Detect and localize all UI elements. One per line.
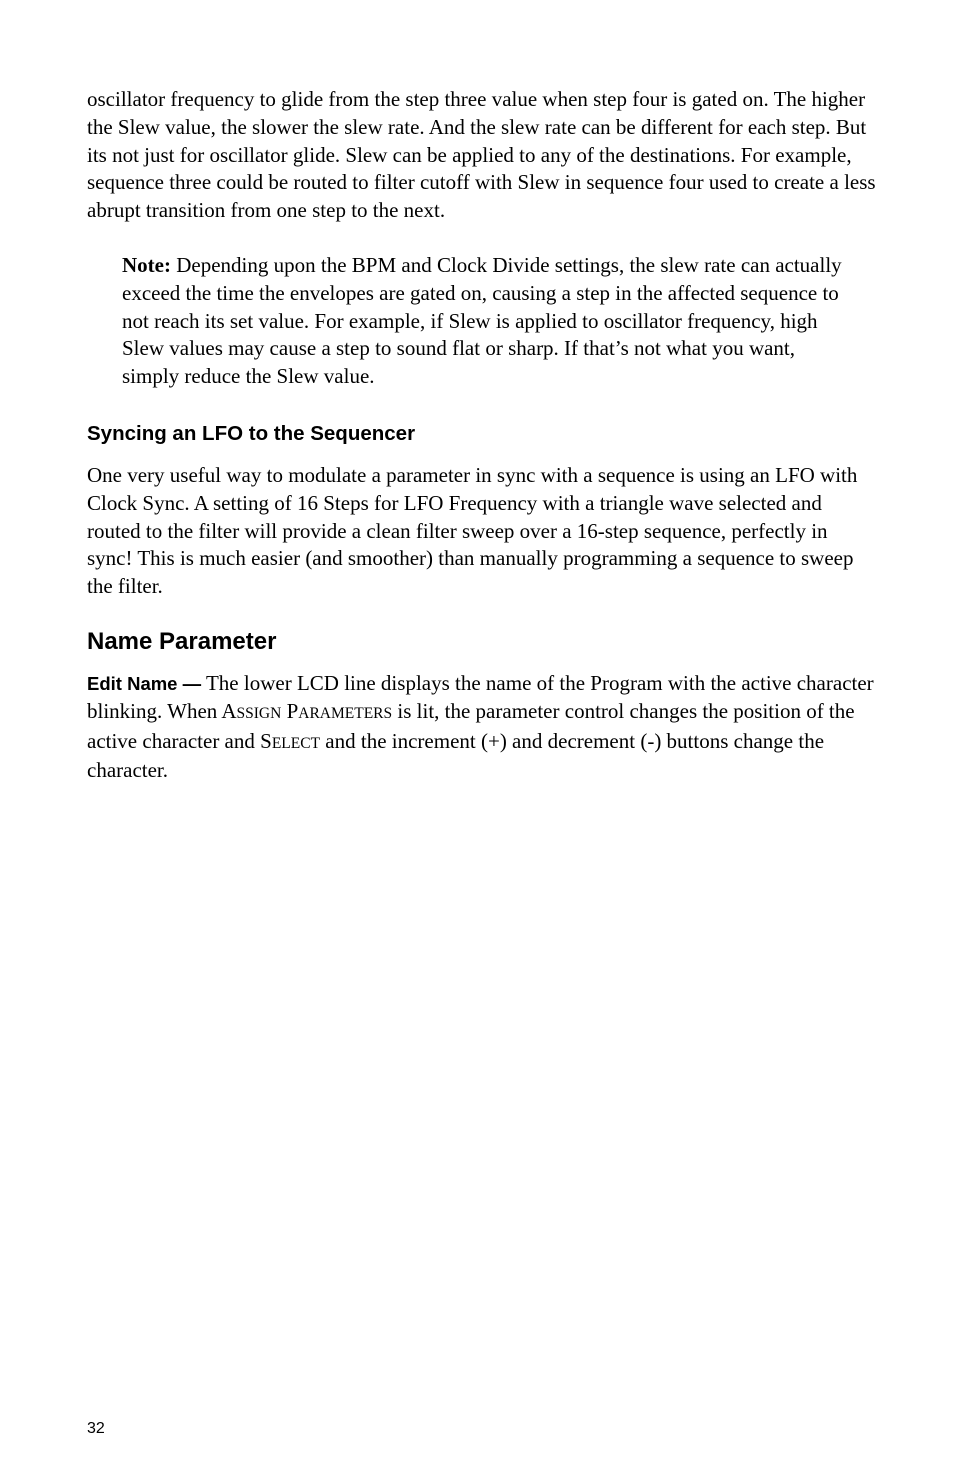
- paragraph-sync: One very useful way to modulate a parameter in sync with a sequence is using an LFO with Clock Sync. A setting of 16 Steps for LFO Frequency with a triangle wave selected and routed to the filter will provide a clean filter sweep over a 16-step sequence, perfectly in sync! This is much easier (and smoother) than manually programming a sequence to sweep the filter.: [87, 462, 858, 599]
- heading-syncing-lfo: Syncing an LFO to the Sequencer: [87, 421, 416, 445]
- parameters-rest: ARAMETERS: [298, 704, 393, 722]
- select-initial: S: [260, 728, 272, 753]
- paragraph-edit-name: [87, 670, 877, 785]
- note-block: [122, 252, 857, 391]
- edit-name-text-3: and the increment (+) and decrement (-) buttons change the character.: [87, 728, 825, 783]
- select-rest: ELECT: [271, 734, 321, 752]
- edit-name-term: Edit Name —: [87, 672, 202, 694]
- heading-name-parameter: Name Parameter: [87, 627, 277, 655]
- page-number: 32: [87, 1420, 105, 1437]
- page-content: [87, 86, 877, 785]
- edit-name-text-2: is lit, the parameter control changes the position of the active character and: [87, 698, 855, 753]
- edit-name-text-1: The lower LCD line displays the name of the Program with the active character blinking. When: [87, 670, 874, 723]
- note-label: Note:: [122, 252, 171, 277]
- paragraph-slew: oscillator frequency to glide from the step three value when step four is gated on. The higher the Slew value, the slower the slew rate. And the slew rate can be different for each step. But its not just for oscillator glide. Slew can be applied to any of the destinations. For example, sequence three could be routed to filter cutoff with Slew in sequence four used to create a less abrupt transition from one step to the next.: [87, 87, 876, 223]
- assign-initial: A: [221, 698, 237, 723]
- assign-rest: SSIGN: [236, 704, 282, 722]
- note-text: Depending upon the BPM and Clock Divide settings, the slew rate can actually exceed the time the envelopes are gated on, causing a step in the affected sequence to not reach its set value. For example, if Slew is applied to oscillator frequency, high Slew values may cause a step to sound flat or sharp. If that’s not what you want, simply reduce the Slew value.: [122, 252, 842, 389]
- parameters-initial: P: [286, 698, 299, 723]
